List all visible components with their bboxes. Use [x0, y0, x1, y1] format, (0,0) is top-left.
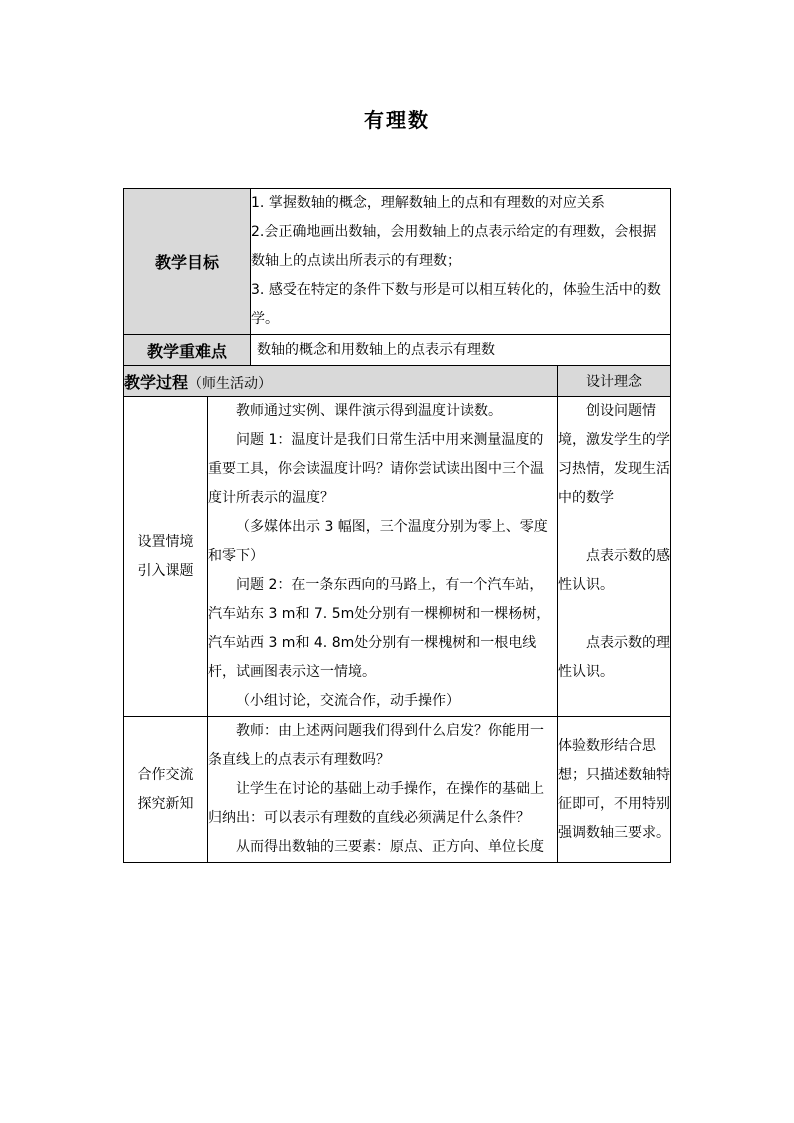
- section-design-idea: [558, 397, 671, 717]
- spacer: [558, 600, 670, 629]
- design-idea-header: 设计理念: [558, 366, 671, 397]
- process-header-note: （师生活动）: [188, 375, 273, 392]
- process-header-label: 教学过程: [124, 372, 189, 392]
- section-label-line: 合作交流: [137, 766, 194, 783]
- design-idea-text: 点表示数的感性认识。: [558, 548, 671, 593]
- design-idea-text: 创设问题情境，激发学生的学习热情，发现生活中的数学: [558, 403, 671, 506]
- process-paragraph: 从而得出数轴的三要素：原点、正方向、单位长度: [236, 839, 544, 855]
- section-label-line: 引入课题: [137, 562, 194, 579]
- section-process: [208, 717, 558, 863]
- page-title: 有理数: [364, 108, 430, 132]
- section-process: [208, 397, 558, 717]
- lesson-plan-table: [123, 188, 671, 863]
- process-paragraph: 让学生在讨论的基础上动手操作，在操作的基础上归纳出：可以表示有理数的直线必须满足什么条件？: [208, 781, 544, 826]
- process-paragraph: 问题 1：温度计是我们日常生活中用来测量温度的重要工具，你会读温度计吗？请你尝试读出图中三个温度计所表示的温度？: [208, 432, 544, 506]
- section-label-line: 设置情境: [137, 533, 194, 550]
- key-points-content: 数轴的概念和用数轴上的点表示有理数: [251, 335, 671, 366]
- key-points-row: [124, 335, 671, 366]
- section-design-idea: [558, 717, 671, 863]
- section-label: [124, 397, 208, 717]
- design-idea-text: 体验数形结合思想；只描述数轴特征即可，不用特别强调数轴三要求。: [558, 737, 671, 841]
- key-points-label: 教学重难点: [124, 335, 251, 366]
- process-paragraph: 教师：由上述两问题我们得到什么启发？你能用一条直线上的点表示有理数吗？: [208, 723, 544, 768]
- process-header-row: [124, 366, 671, 397]
- objective-item: 1. 掌握数轴的概念，理解数轴上的点和有理数的对应关系: [251, 195, 605, 211]
- objectives-label: 教学目标: [124, 189, 251, 335]
- section-row: [124, 717, 671, 863]
- process-paragraph: 教师通过实例、课件演示得到温度计读数。: [236, 403, 502, 419]
- objective-item: 2.会正确地画出数轴，会用数轴上的点表示给定的有理数，会根据数轴上的点读出所表示的有理数；: [251, 224, 657, 269]
- spacer: [558, 513, 670, 542]
- objectives-row: [124, 189, 671, 335]
- process-paragraph: 问题 2：在一条东西向的马路上，有一个汽车站，汽车站东 3 m和 7. 5m处分别有一棵柳树和一棵杨树，汽车站西 3 m和 4. 8m处分别有一棵槐树和一根电线杆，试画图表示这一情境。: [208, 577, 551, 680]
- objectives-content: [251, 189, 671, 335]
- process-paragraph: （多媒体出示 3 幅图，三个温度分别为零上、零度和零下）: [208, 519, 548, 564]
- section-row: [124, 397, 671, 717]
- process-header: [124, 366, 558, 397]
- section-label-line: 探究新知: [137, 795, 194, 812]
- section-label: [124, 717, 208, 863]
- objective-item: 3. 感受在特定的条件下数与形是可以相互转化的，体验生活中的数学。: [251, 282, 661, 327]
- design-idea-text: 点表示数的理性认识。: [558, 635, 671, 680]
- process-paragraph: （小组讨论，交流合作，动手操作）: [236, 693, 460, 709]
